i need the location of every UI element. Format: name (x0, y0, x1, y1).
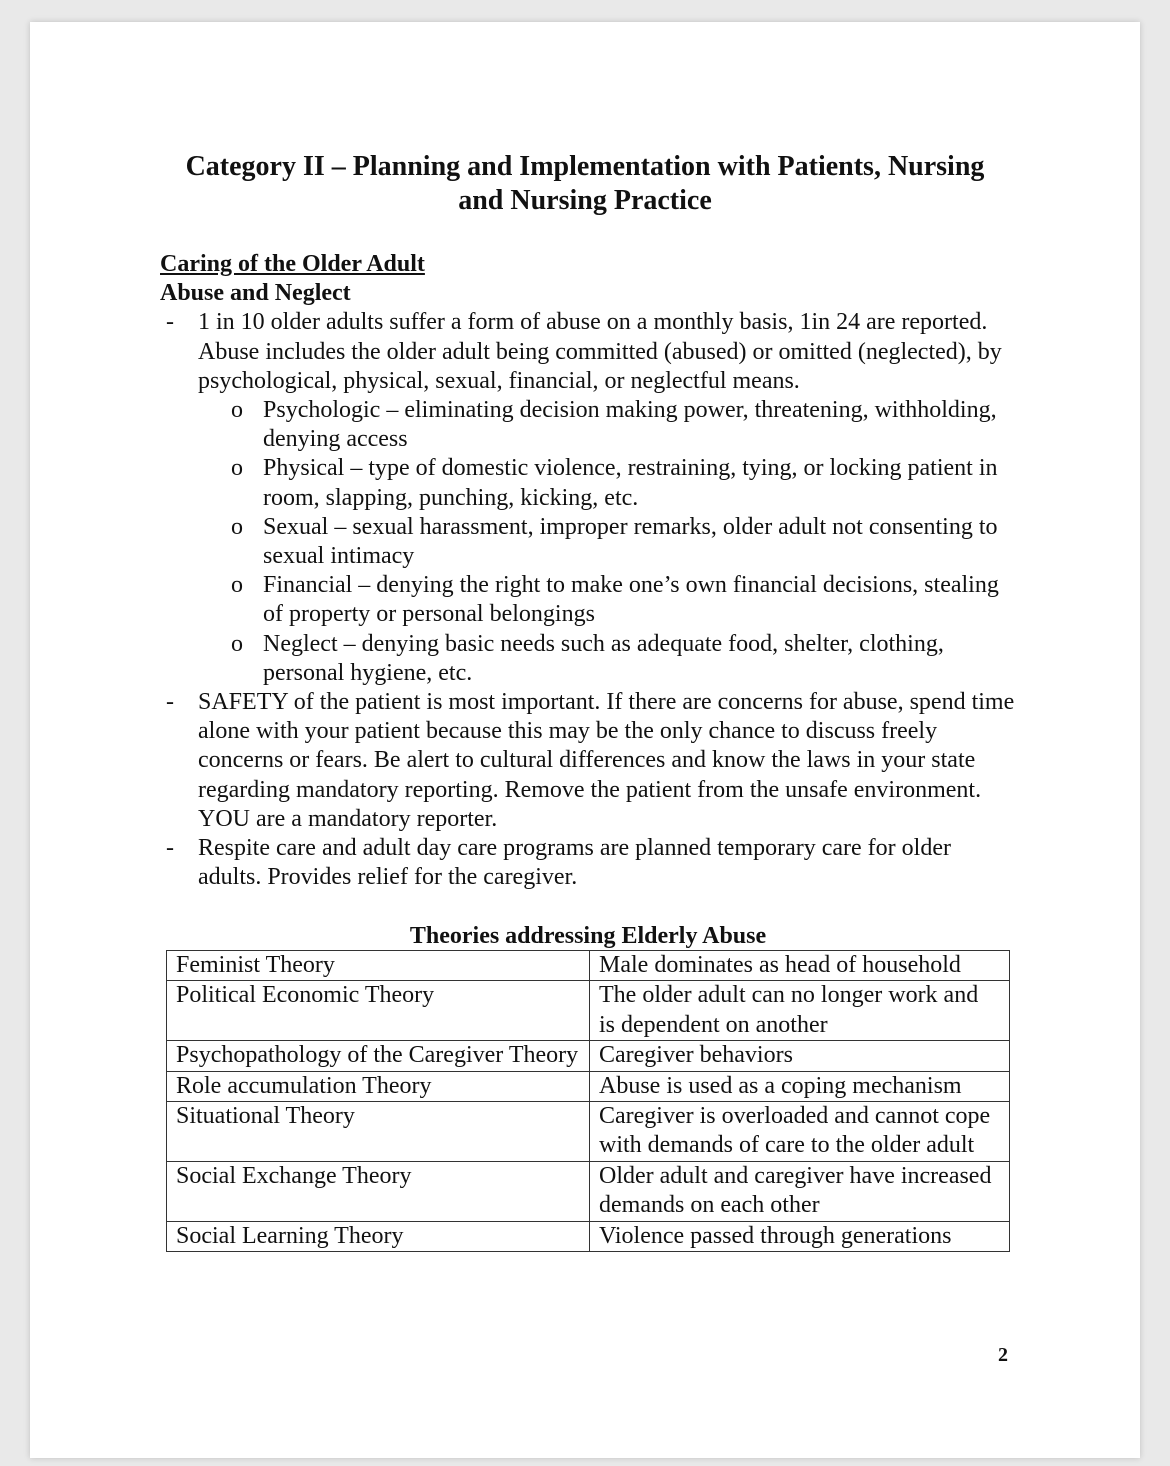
title-line-1: Category II – Planning and Implementation with Patients, Nursing (185, 151, 985, 182)
theory-cell: Situational Theory (167, 1102, 590, 1162)
table-row (167, 1071, 1010, 1101)
section-title: Caring of the Older Adult (160, 251, 425, 277)
bullet-list (160, 308, 1020, 892)
bullet-text: Respite care and adult day care programs are planned temporary care for older adults. Provides relief for the caregiver. (198, 835, 951, 891)
sub-bullet-marker: o (231, 455, 243, 482)
description-cell: The older adult can no longer work and is dependent on another (590, 981, 1010, 1041)
theory-cell: Social Learning Theory (167, 1221, 590, 1251)
document-page (30, 22, 1140, 1458)
sub-bullet-text: Financial – denying the right to make one’s own financial decisions, stealing of property or personal belongings (263, 572, 999, 628)
theory-cell: Role accumulation Theory (167, 1071, 590, 1101)
sub-bullet-item (198, 630, 1020, 688)
table-row (167, 1221, 1010, 1251)
theory-cell: Feminist Theory (167, 951, 590, 981)
table-row (167, 1102, 1010, 1162)
description-cell: Violence passed through generations (590, 1221, 1010, 1251)
sub-bullet-marker: o (231, 397, 243, 424)
sub-bullet-item (198, 454, 1020, 512)
sub-bullet-marker: o (231, 630, 243, 657)
description-cell: Male dominates as head of household (590, 951, 1010, 981)
sub-bullet-marker: o (231, 572, 243, 599)
theories-table (166, 950, 1010, 1252)
description-cell: Caregiver is overloaded and cannot cope with demands of care to the older adult (590, 1102, 1010, 1162)
sub-bullet-text: Physical – type of domestic violence, restraining, tying, or locking patient in room, slapping, punching, kicking, etc. (263, 455, 998, 511)
title-line-2: and Nursing Practice (458, 185, 712, 216)
sub-bullet-item (198, 396, 1020, 454)
theory-cell: Political Economic Theory (167, 981, 590, 1041)
theory-cell: Social Exchange Theory (167, 1161, 590, 1221)
sub-bullet-list (198, 396, 1020, 688)
sub-bullet-item (198, 513, 1020, 571)
description-cell: Abuse is used as a coping mechanism (590, 1071, 1010, 1101)
bullet-item (160, 308, 1020, 688)
bullet-marker: - (166, 309, 174, 336)
bullet-marker: - (166, 835, 174, 862)
page-number: 2 (998, 1344, 1008, 1366)
subheading: Abuse and Neglect (160, 280, 351, 307)
table-row (167, 981, 1010, 1041)
sub-bullet-marker: o (231, 513, 243, 540)
description-cell: Older adult and caregiver have increased demands on each other (590, 1161, 1010, 1221)
bullet-marker: - (166, 689, 174, 716)
bullet-item (160, 834, 1020, 892)
bullet-item (160, 688, 1020, 834)
bullet-text: 1 in 10 older adults suffer a form of abuse on a monthly basis, 1in 24 are reported. Abuse includes the older adult being committed (abused) or omitted (neglected), by psychological, physical, sexual, financial, or neglectful means. (198, 309, 1002, 394)
sub-bullet-text: Neglect – denying basic needs such as adequate food, shelter, clothing, personal hygiene, etc. (263, 630, 944, 686)
body-content (160, 250, 1020, 892)
description-cell: Caregiver behaviors (590, 1041, 1010, 1071)
table-row (167, 1161, 1010, 1221)
page-title (30, 150, 1140, 218)
table-row (167, 951, 1010, 981)
table-caption: Theories addressing Elderly Abuse (409, 923, 767, 949)
theory-cell: Psychopathology of the Caregiver Theory (167, 1041, 590, 1071)
sub-bullet-text: Psychologic – eliminating decision making power, threatening, withholding, denying access (263, 397, 997, 453)
sub-bullet-item (198, 571, 1020, 629)
table-row (167, 1041, 1010, 1071)
bullet-text: SAFETY of the patient is most important. If there are concerns for abuse, spend time alone with your patient because this may be the only chance to discuss freely concerns or fears. Be alert to cultural differences and know the laws in your state regarding mandatory reporting. Remove the patient from the unsafe environment. YOU are a mandatory reporter. (198, 689, 1015, 832)
sub-bullet-text: Sexual – sexual harassment, improper remarks, older adult not consenting to sexual intimacy (263, 513, 998, 570)
